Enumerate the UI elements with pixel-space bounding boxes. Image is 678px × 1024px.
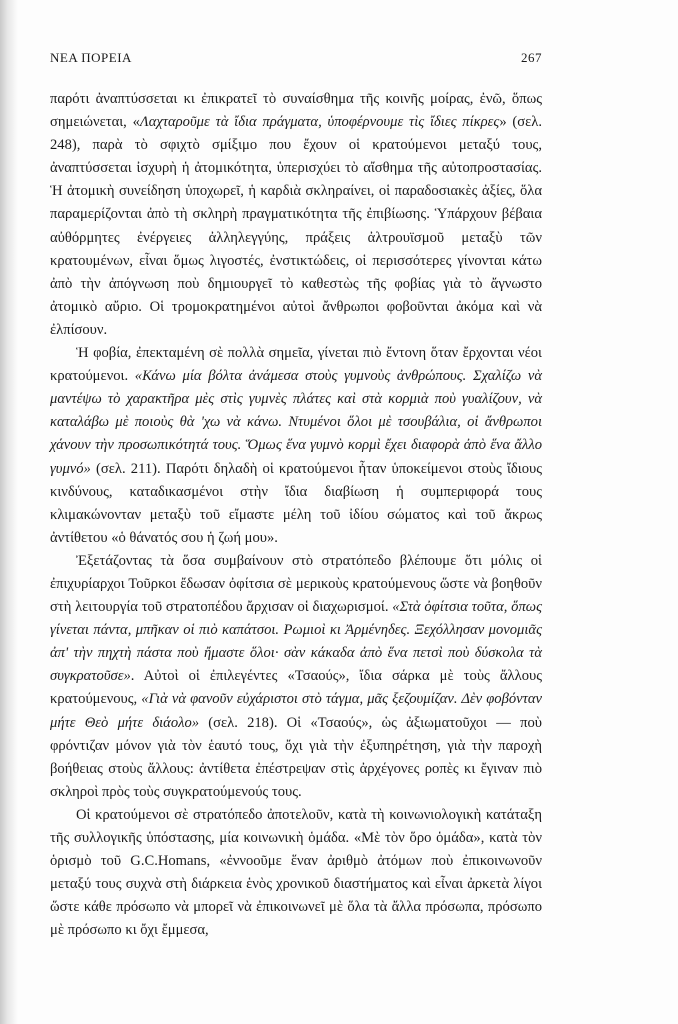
quoted-italic-text: «Γιὰ νὰ φανοῦν εὐχάριστοι στὸ τάγμα, μᾶς ξεζουμίζαν. Δὲν φοβόνταν μήτε Θεὸ μήτε διάολο»	[50, 691, 542, 731]
paragraph-text: Ἐξετάζοντας τὰ ὅσα συμβαίνουν στὸ στρατόπεδο βλέπουμε ὅτι μόλις οἱ ἐπιχυρίαρχοι Τοῦρκοι ἔδωσαν ὀφίτσια σὲ μερικοὺς κρατούμενους ὥστε νὰ βοηθοῦν στὴ λειτουργία τοῦ στρατοπέδου ἄρχισαν οἱ διαχωρισμοί.	[50, 552, 542, 616]
paragraph-text: . Αὐτοὶ οἱ ἐπιλεγέντες «Τσαούς», ἴδια σάρκα μὲ τοὺς ἄλλους κρατούμενους,	[50, 668, 542, 708]
paragraph	[50, 550, 542, 804]
running-head-title: ΝΕΑ ΠΟΡΕΙΑ	[50, 50, 132, 65]
quoted-italic-text: Λαχταροῦμε τὰ ἴδια πράγματα, ὑποφέρνουμε τὶς ἴδιες πίκρες	[139, 114, 500, 131]
paragraph	[50, 342, 542, 550]
paragraph-text: » (σελ. 248), παρὰ τὸ σφιχτὸ σμίξιμο που ἔχουν οἱ κρατούμενοι μεταξύ τους, ἀναπτύσσεται ἰσχυρὴ ἡ ἀτομικότητα, ὑπερισχύει τὸ αἴσθημα τῆς αὐτοπροστασίας. Ἡ ἀτομικὴ συνείδηση ὑποχωρεῖ, ἡ καρδιὰ σκληραίνει, οἱ παραδοσιακὲς ἀξίες, ὅλα παραμερίζονται ἀπὸ τὴ σκληρὴ πραγματικότητα τῆς ἐπιβίωσης. Ὑπάρχουν βέβαια αὐθόρμητες ἐνέργειες ἀλληλεγγύης, πράξεις ἀλτρουϊσμοῦ μεταξὺ τῶν κρατουμένων, εἶναι ὅμως λιγοστές, ἐνστικτώδεις, οἱ περισσότερες γίνονται κάτω ἀπὸ τὴν ἀπόγνωση ποὺ δημιουργεῖ τὸ καθεστὼς τῆς φοβίας γιὰ τὸ ἄγνωστο ἀτομικὸ αὔριο. Οἱ τρομοκρατημένοι αὐτοὶ ἄνθρωποι φοβοῦνται ἀκόμα καὶ νὰ ἐλπίσουν.	[50, 114, 542, 338]
quoted-italic-text: «Κάνω μία βόλτα ἀνάμεσα στοὺς γυμνοὺς ἀνθρώπους. Σχαλίζω νὰ μαντέψω τὸ χαρακτῆρα μὲς στὶς γυμνὲς πλάτες καὶ στὰ κορμιὰ ποὺ γυαλίζουν, νὰ καταλάβω μὲ ποιοὺς θὰ 'χω νὰ κάνω. Ντυμένοι ὅλοι μὲ τσουβάλια, οἱ ἄνθρωποι χάνουν τὴν προσωπικότητά τους. Ὅμως ἕνα γυμνὸ κορμὶ ἔχει διαφορὰ ἀπὸ ἕνα ἄλλο γυμνό»	[50, 368, 542, 477]
quoted-italic-text: «Στὰ ὀφίτσια τοῦτα, ὅπως γίνεται πάντα, μπῆκαν οἱ πιὸ καπάτσοι. Ρωμιοὶ κι Ἀρμένηδες. Ξεχόλλησαν μονομιᾶς ἀπ' τὴν πηχτὴ πάστα ποὺ ἤμαστε ὅλοι· σὰν κάκαδα ἀπὸ ἕνα πετσὶ ποὺ δύσκολα τὰ συγκρατοῦσε»	[50, 599, 542, 685]
page-number: 267	[521, 50, 542, 65]
body-text	[50, 88, 542, 942]
paragraph	[50, 804, 542, 943]
paragraph-text: Ἡ φοβία, ἐπεκταμένη σὲ πολλὰ σημεῖα, γίνεται πιὸ ἔντονη ὅταν ἔρχονται νέοι κρατούμενοι.	[50, 345, 542, 385]
paragraph-text: Οἱ κρατούμενοι σὲ στρατόπεδο ἀποτελοῦν, κατὰ τὴ κοινωνιολογικὴ κατάταξη τῆς συλλογικῆς ὑπόστασης, μία κοινωνικὴ ὁμάδα. «Μὲ τὸν ὅρο ὁμάδα», κατὰ τὸν ὁρισμὸ τοῦ G.C.Homans, «ἐννοοῦμε ἕναν ἀριθμὸ ἀτόμων ποὺ ἐπικοινωνοῦν μεταξύ τους συχνὰ στὴ διάρκεια ἑνὸς χρονικοῦ διαστήματος καὶ εἶναι ἀρκετὰ λίγοι ὥστε κάθε πρόσωπο νὰ μπορεῖ νὰ ἐπικοινωνεῖ μὲ ὅλα τὰ ἄλλα πρόσωπα, πρόσωπο μὲ πρόσωπο κι ὄχι ἔμμεσα,	[50, 806, 542, 939]
paragraph-text: (σελ. 211). Παρότι δηλαδὴ οἱ κρατούμενοι ἦταν ὑποκείμενοι στοὺς ἴδιους κινδύνους, καταδικασμένοι στὴν ἴδια διαβίωση ἡ συμπεριφορά τους κλιμακώνονταν μεταξὺ τοῦ εἴμαστε μέλη τοῦ ἰδίου σώματος καὶ τοῦ ἄκρως ἀντίθετου «ὁ θάνατός σου ἡ ζωή μου».	[50, 460, 542, 546]
paragraph-text: παρότι ἀναπτύσσεται κι ἐπικρατεῖ τὸ συναίσθημα τῆς κοινῆς μοίρας, ἐνῶ, ὅπως σημειώνεται, «	[50, 91, 542, 131]
page-spine-shadow	[0, 0, 18, 1024]
paragraph	[50, 88, 542, 342]
paragraph-text: (σελ. 218). Οἱ «Τσαούς», ὡς ἀξιωματοῦχοι — ποὺ φρόντιζαν μόνον γιὰ τὸν ἑαυτό τους, ὄχι γιὰ τὴν ἐξυπηρέτηση, γιὰ τὴν παροχὴ βοήθειας στοὺς ἄλλους: ἀντίθετα ἐπέστρεψαν στὶς ἀρχέγονες ροπὲς κι ἔγιναν πιὸ σκληροὶ πρὸς τοὺς συγκρατούμενούς τους.	[50, 714, 543, 800]
running-head	[50, 50, 542, 70]
